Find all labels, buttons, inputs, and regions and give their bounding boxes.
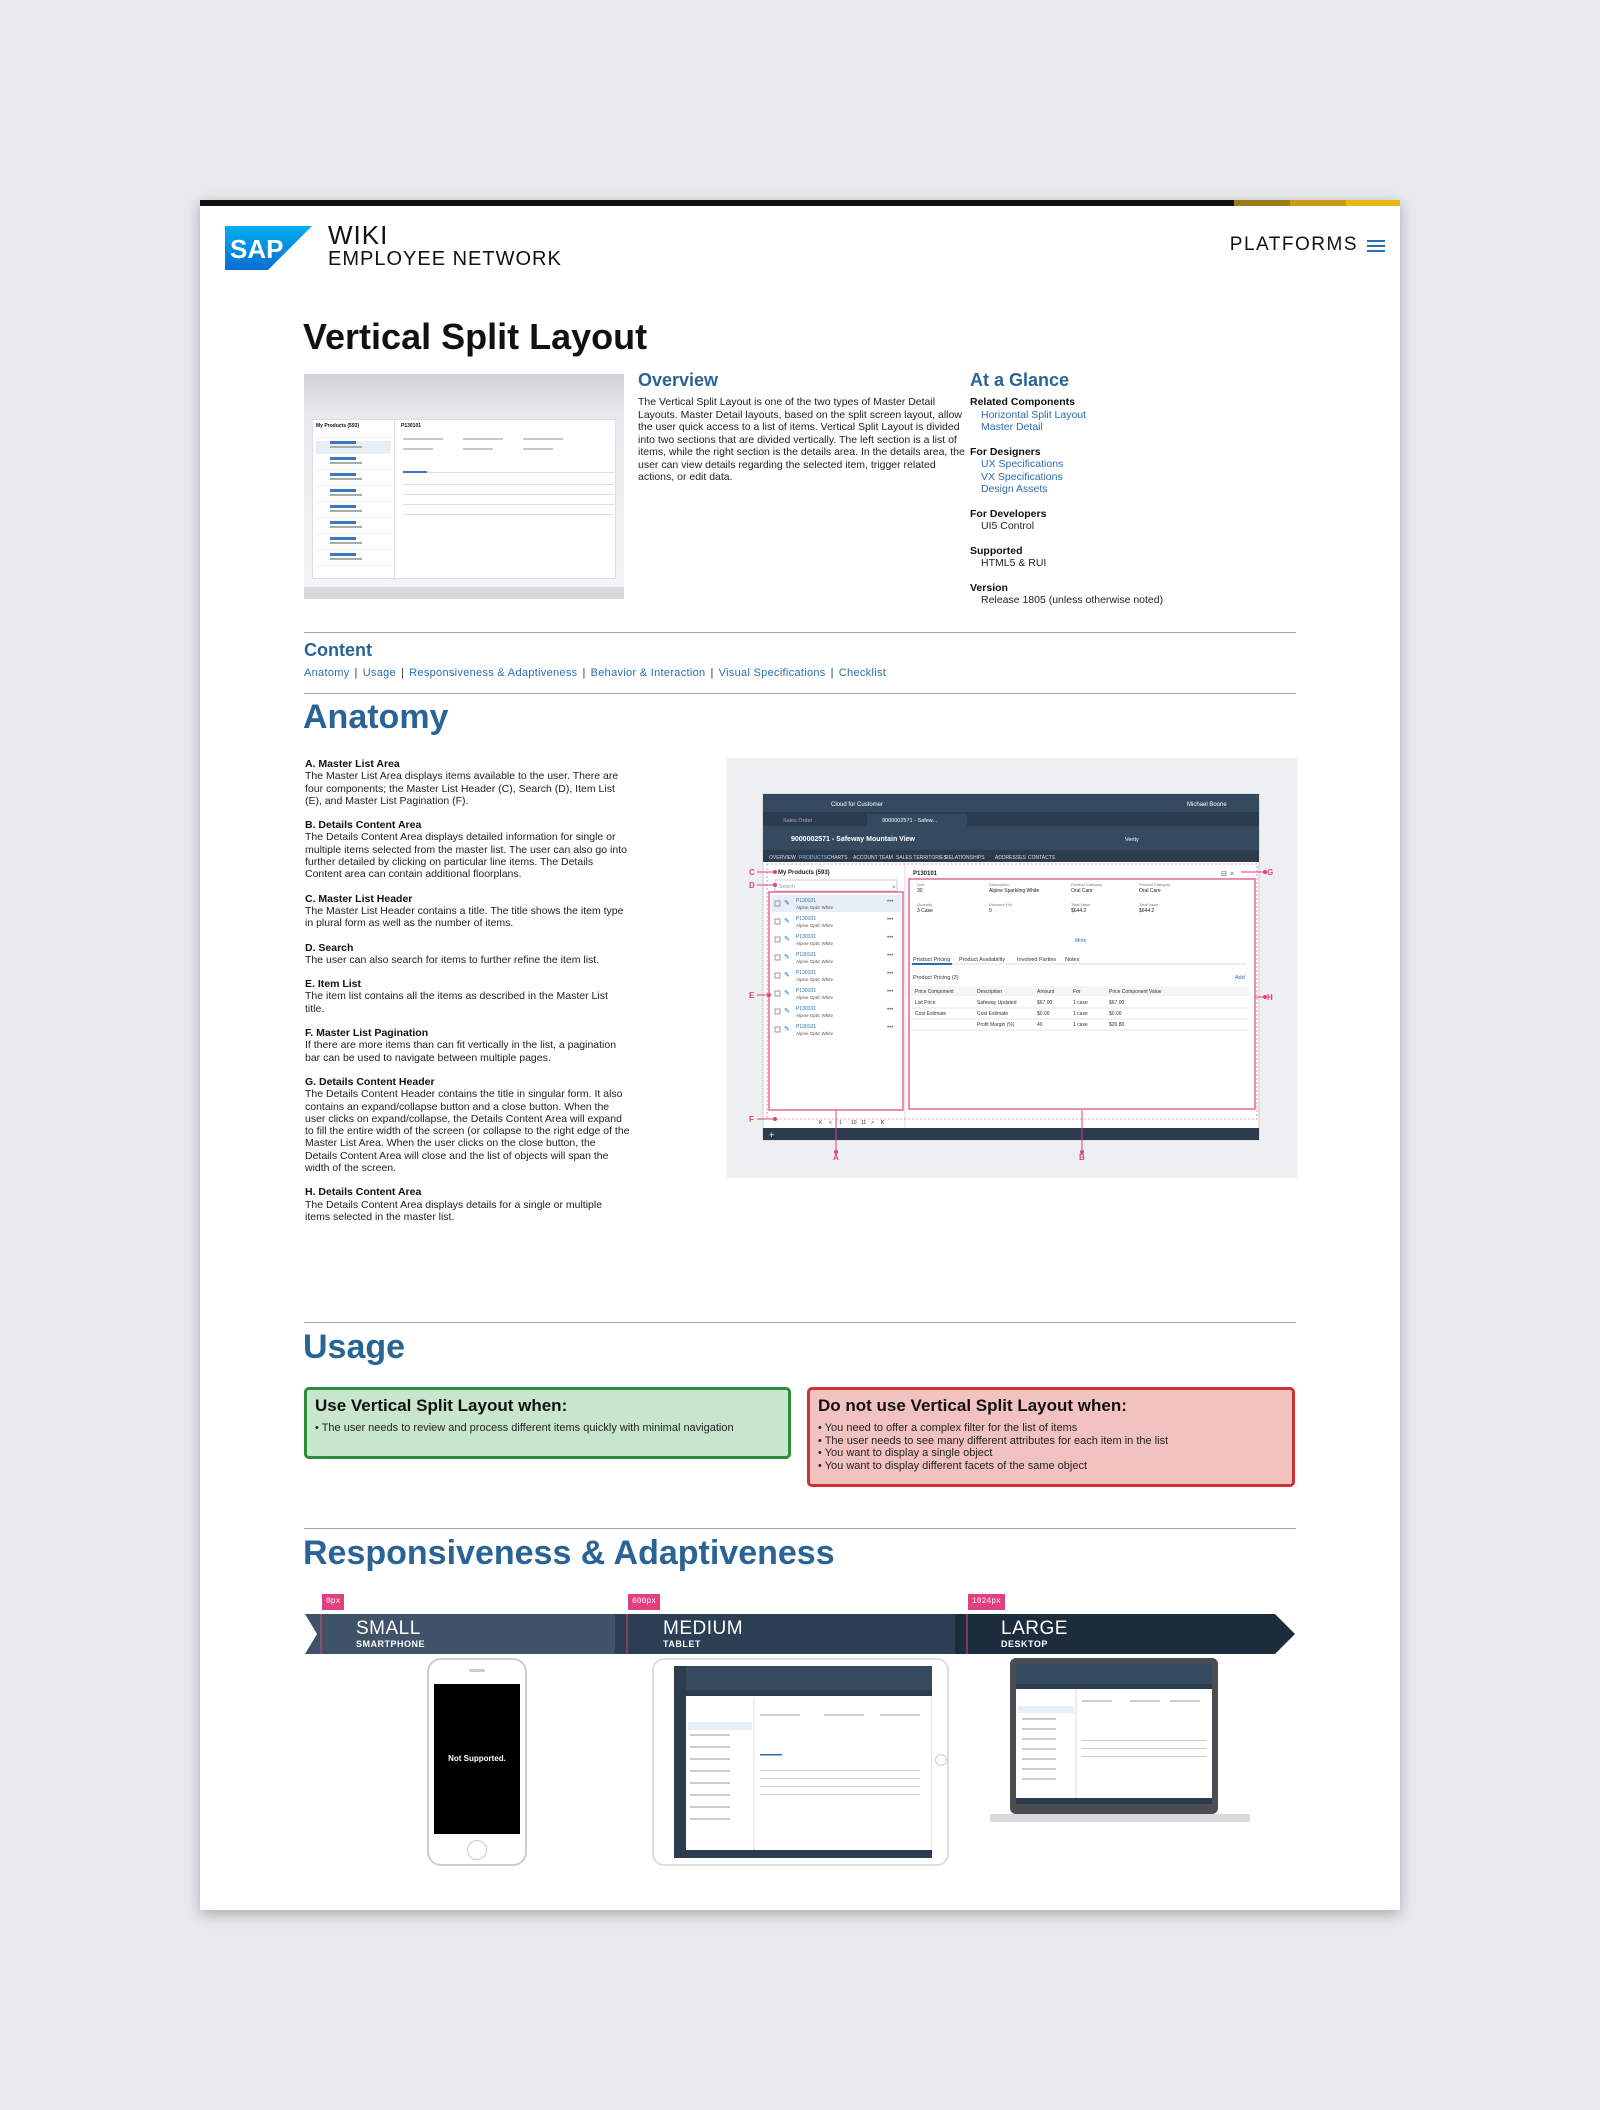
table-cell: Cost Estimate — [915, 1011, 947, 1017]
anatomy-item-text: The Details Content Area displays details for a single or multiple items selected in the master list. — [305, 1198, 603, 1223]
table-cell: 40 — [1037, 1022, 1043, 1028]
overflow-icon[interactable]: ••• — [887, 1007, 894, 1013]
divider — [304, 1322, 1296, 1323]
link-ux-specifications[interactable]: UX Specifications — [981, 458, 1064, 470]
table-header: Price Component Value — [1109, 989, 1162, 995]
related-components-label: Related Components — [970, 396, 1076, 408]
expand-collapse-icon[interactable]: ⊟ — [1221, 871, 1227, 878]
nav-tab[interactable]: ACCOUNT TEAM — [853, 855, 893, 861]
overview-text: The Vertical Split Layout is one of the two types of Master Detail Layouts. Master Detail layouts, based on the split screen layout, allow the user quick access to a list of items. Vertical Split Layout is divided into two sections that are divided vertically. The left section is a list of items, while the right section is the details area. In the details area, the user can view details regarding the selected item, trigger related actions, or edit data. — [638, 396, 965, 483]
usage-do-box — [304, 1387, 791, 1459]
logo-text: SAP — [230, 234, 284, 264]
anatomy-item-text: The Master List Header contains a title. The title shows the item type in plural form as well as the number of items. — [305, 904, 624, 930]
app-title: Cloud for Customer — [831, 802, 884, 808]
callout-label: B — [1079, 1153, 1085, 1162]
plus-icon[interactable]: + — [769, 1130, 775, 1140]
list-item[interactable] — [771, 985, 901, 1002]
callout-label: F — [749, 1115, 754, 1124]
product-icon: ✎ — [784, 954, 790, 961]
table-cell: List Price — [915, 1000, 936, 1006]
nav-tab[interactable]: CONTACTS — [1028, 855, 1056, 861]
table-cell: $67.00 — [1037, 1000, 1053, 1006]
breakpoint-small-name: SMALL — [356, 1618, 421, 1639]
table-header: Description — [977, 989, 1003, 995]
table-cell: Cost Estimate — [977, 1011, 1009, 1017]
overflow-icon[interactable]: ••• — [887, 899, 894, 905]
list-item-desc: Alpine Optic White — [796, 1013, 834, 1018]
usage-dont-item: • You need to offer a complex filter for the list of items — [818, 1422, 1078, 1434]
product-icon: ✎ — [784, 918, 790, 925]
search-icon[interactable]: ⌕ — [892, 884, 896, 891]
callout-label: D — [749, 881, 755, 890]
table-cell: 1 case — [1073, 1022, 1088, 1028]
list-item-desc: Alpine Optic White — [796, 995, 834, 1000]
callout-label: G — [1267, 868, 1274, 877]
pagination-control[interactable]: K — [819, 1120, 823, 1126]
page-title: Vertical Split Layout — [303, 316, 648, 357]
developers-value: UI5 Control — [981, 520, 1035, 532]
list-header: My Products (593) — [778, 870, 830, 876]
list-item-desc: Alpine Optic White — [796, 905, 834, 910]
search-field[interactable]: Search — [779, 884, 795, 890]
for-designers-label: For Designers — [970, 445, 1041, 458]
anatomy-item — [305, 1186, 630, 1223]
add-button[interactable]: Add — [1235, 975, 1245, 981]
list-item[interactable] — [771, 1021, 901, 1038]
anatomy-item-text: The Master List Area displays items available to the user. There are four components; the Master List Header (C), Search (D), Item List (E), and Master List Pagination (F). — [305, 770, 619, 807]
anatomy-figure — [727, 758, 1297, 1178]
table-cell: 1 case — [1073, 1000, 1088, 1006]
nav-tab[interactable]: CHARTS — [827, 855, 848, 861]
field-label: Total Value — [1071, 902, 1091, 907]
table-cell: Safeway Updated — [977, 1000, 1017, 1006]
anatomy-item — [305, 942, 630, 967]
list-item[interactable] — [771, 1003, 901, 1020]
field-label: Discount (%) — [989, 902, 1012, 907]
anatomy-item — [305, 1076, 630, 1174]
callout-label: C — [749, 868, 755, 877]
table-cell: $67.00 — [1109, 1000, 1125, 1006]
employee-network-label: EMPLOYEE NETWORK — [328, 248, 562, 270]
field-label: Quantity — [917, 902, 932, 907]
version-value: Release 1805 (unless otherwise noted) — [981, 594, 1164, 606]
pagination-control[interactable]: > — [871, 1120, 874, 1126]
pagination-control[interactable]: 11 — [861, 1120, 867, 1126]
table-header: For — [1073, 989, 1081, 995]
breakpoint-large-sub: DESKTOP — [1001, 1639, 1048, 1649]
smartphone-mockup — [427, 1658, 527, 1866]
anatomy-item — [305, 978, 630, 1015]
list-item-id: P130101 — [796, 1006, 817, 1012]
field-value: 30 — [917, 888, 923, 894]
anatomy-item-title: H. Details Content Area — [305, 1186, 422, 1199]
platforms-link[interactable]: PLATFORMS — [1229, 234, 1358, 255]
nav-tab[interactable]: RELATIONSHIPS — [945, 855, 985, 861]
list-item-desc: Alpine Optic White — [796, 959, 834, 964]
overflow-icon[interactable]: ••• — [887, 989, 894, 995]
verity-label: Verity — [1125, 837, 1139, 843]
usage-dont-item: • You want to display different facets of the same object — [818, 1459, 1088, 1472]
wiki-label: WIKI — [328, 220, 389, 250]
field-label: Product Category — [1139, 882, 1171, 887]
list-item[interactable] — [771, 967, 901, 984]
at-a-glance-list — [970, 396, 1230, 619]
field-label: Product Category — [1071, 882, 1103, 887]
anatomy-item-text: The Details Content Header contains the title in singular form. It also contains an expand/collapse button and a close button. When the user clicks on expand/collapse, the Details Content Area will expand to fill the entire width of the screen (or collapse to the right edge of the Master List Area. When the user clicks on the close button, the Details Content Area will close and the list of objects will span the width of the screen. — [305, 1088, 630, 1175]
table-cell: $26.80 — [1109, 1022, 1125, 1028]
list-item-id: P130101 — [796, 1024, 817, 1030]
list-item[interactable] — [771, 931, 901, 948]
breakpoint-medium-px: 600px — [628, 1594, 660, 1610]
table-header: Price Component — [915, 989, 954, 995]
usage-dont-title: Do not use Vertical Split Layout when: — [818, 1396, 1127, 1415]
nav-tab[interactable]: ADDRESSES — [995, 855, 1026, 861]
list-item-id: P130101 — [796, 970, 817, 976]
at-a-glance-heading: At a Glance — [970, 370, 1070, 390]
overflow-icon[interactable]: ••• — [887, 971, 894, 977]
list-item-desc: Alpine Optic White — [796, 1031, 834, 1036]
field-label: Total Value — [1139, 902, 1159, 907]
anatomy-item-title: B. Details Content Area — [305, 819, 422, 832]
breakpoint-small-px: 0px — [322, 1594, 344, 1610]
tablet-mockup — [652, 1658, 949, 1866]
detail-tab[interactable]: Product Availability — [959, 957, 1006, 963]
not-supported-text: Not Supported. — [434, 1684, 520, 1834]
divider — [304, 1528, 1296, 1529]
tablet-screen — [674, 1666, 932, 1858]
divider — [304, 632, 1296, 633]
pagination-control[interactable]: 1 — [839, 1120, 842, 1126]
content-link-responsiveness[interactable]: Responsiveness & Adaptiveness — [409, 667, 578, 679]
responsiveness-heading: Responsiveness & Adaptiveness — [303, 1534, 835, 1572]
content-link-checklist[interactable]: Checklist — [838, 667, 887, 679]
anatomy-item-title: F. Master List Pagination — [305, 1027, 429, 1040]
product-icon: ✎ — [784, 1026, 790, 1033]
anatomy-heading: Anatomy — [303, 698, 449, 736]
field-label: Line — [917, 882, 925, 887]
usage-dont-item: • You want to display a single object — [818, 1447, 993, 1459]
pagination-control[interactable]: < — [829, 1120, 832, 1126]
detail-tab[interactable]: Involved Parties — [1017, 957, 1057, 963]
product-icon: ✎ — [784, 900, 790, 907]
field-value: 3 Case — [917, 908, 933, 914]
breakpoint-large-name: LARGE — [1001, 1618, 1068, 1639]
laptop-mockup — [990, 1658, 1250, 1838]
content-link-usage[interactable]: Usage — [362, 667, 396, 679]
table-cell: $0.00 — [1109, 1011, 1122, 1017]
nav-tab[interactable]: PRODUCTS — [799, 855, 828, 861]
detail-header: P130101 — [913, 871, 938, 877]
layout-preview-image — [304, 374, 624, 599]
callout-label: A — [833, 1153, 839, 1162]
list-item-desc: Alpine Optic White — [796, 923, 834, 928]
usage-heading: Usage — [303, 1328, 406, 1366]
field-value: Alpine Sparkling White — [989, 888, 1040, 894]
wiki-page — [200, 200, 1400, 1910]
supported-label: Supported — [970, 544, 1023, 557]
link-horizontal-split-layout[interactable]: Horizontal Split Layout — [981, 408, 1087, 421]
preview-detail-title: P130101 — [401, 423, 422, 429]
field-value: Oral Care — [1071, 888, 1093, 894]
top-accent-bar — [200, 200, 1400, 206]
link-design-assets[interactable]: Design Assets — [981, 483, 1048, 495]
overview-heading: Overview — [638, 370, 719, 390]
pagination-control[interactable]: 10 — [851, 1120, 857, 1126]
content-link-visual-specs[interactable]: Visual Specifications — [718, 667, 826, 679]
field-value: $644.2 — [1139, 908, 1155, 914]
overflow-icon[interactable]: ••• — [887, 953, 894, 959]
list-item-id: P130101 — [796, 952, 817, 958]
table-title: Product Pricing (3) — [913, 975, 959, 981]
anatomy-item — [305, 893, 630, 930]
field-value: 0 — [989, 908, 992, 914]
breakpoint-large-px: 1024px — [968, 1594, 1005, 1610]
field-value: Oral Care — [1139, 888, 1161, 894]
list-item-id: P130101 — [796, 916, 817, 922]
more-link[interactable]: More — [1075, 938, 1087, 944]
detail-tab[interactable]: Product Pricing — [913, 957, 951, 963]
content-nav: Anatomy | Usage | Responsiveness & Adaptiveness | Behavior & Interaction | Visual Specifications | Checklist — [304, 667, 887, 679]
list-item[interactable] — [771, 949, 901, 966]
breakpoint-arrow — [305, 1614, 1295, 1654]
usage-do-title: Use Vertical Split Layout when: — [315, 1396, 568, 1415]
table-header: Amount — [1037, 989, 1055, 995]
list-item-id: P130101 — [796, 934, 817, 940]
tab-sales-order[interactable]: Sales Order — [783, 818, 813, 824]
for-developers-label: For Developers — [970, 507, 1047, 520]
anatomy-item — [305, 819, 630, 880]
anatomy-item-title: G. Details Content Header — [305, 1075, 435, 1088]
anatomy-item-title: A. Master List Area — [305, 758, 400, 770]
content-link-behavior[interactable]: Behavior & Interaction — [590, 667, 706, 679]
table-cell: $0.00 — [1037, 1011, 1050, 1017]
callout-label: E — [749, 991, 755, 1000]
usage-do-item: • The user needs to review and process different items quickly with minimal navigation — [315, 1422, 734, 1434]
usage-dont-box — [807, 1387, 1295, 1487]
breakpoint-medium-name: MEDIUM — [663, 1618, 744, 1639]
callout-label: H — [1267, 993, 1273, 1002]
link-master-detail[interactable]: Master Detail — [981, 421, 1043, 433]
anatomy-item-text: If there are more items than can fit vertically in the list, a pagination bar can be used to navigate between multiple pages. — [305, 1039, 617, 1064]
breakpoint-medium-sub: TABLET — [663, 1639, 701, 1649]
version-label: Version — [970, 581, 1008, 594]
anatomy-item-text: The Details Content Area displays detailed information for single or multiple items selected from the master list. The user can also go into further detailed by clicking on particular line items. The Details Content area can contain additional floorplans. — [305, 831, 627, 881]
anatomy-item — [305, 758, 630, 807]
anatomy-item-title: C. Master List Header — [305, 892, 413, 905]
product-icon: ✎ — [784, 990, 790, 997]
object-title: 9000002571 - Safeway Mountain View — [791, 836, 915, 843]
tab-object[interactable]: 9000002571 - Safew... — [882, 818, 938, 824]
anatomy-list — [305, 758, 630, 1235]
link-vx-specifications[interactable]: VX Specifications — [981, 470, 1063, 483]
anatomy-item-text: The user can also search for items to further refine the item list. — [305, 953, 600, 966]
anatomy-diagram — [727, 758, 1297, 1178]
divider — [304, 693, 1296, 694]
breakpoint-small-sub: SMARTPHONE — [356, 1639, 426, 1649]
table-cell: Profit Margin (%) — [977, 1022, 1015, 1028]
supported-value: HTML5 & RUI — [981, 557, 1047, 569]
nav-tab[interactable]: OVERVIEW — [769, 855, 796, 861]
field-value: $644.2 — [1071, 908, 1087, 914]
pagination-control[interactable]: K — [881, 1120, 885, 1126]
preview-list-title: My Products (593) — [316, 423, 360, 429]
list-item-desc: Alpine Optic White — [796, 941, 834, 946]
user-name: Michael Boone — [1187, 802, 1227, 808]
content-link-anatomy[interactable]: Anatomy — [304, 667, 350, 679]
overflow-icon[interactable]: ••• — [887, 917, 894, 923]
list-item[interactable] — [771, 913, 901, 930]
list-item-id: P130101 — [796, 988, 817, 994]
product-icon: ✎ — [784, 1008, 790, 1015]
overflow-icon[interactable]: ••• — [887, 1025, 894, 1031]
detail-tab[interactable]: Notes — [1065, 957, 1080, 963]
product-icon: ✎ — [784, 936, 790, 943]
close-icon[interactable]: × — [1230, 871, 1235, 878]
anatomy-item — [305, 1027, 630, 1064]
list-item-desc: Alpine Optic White — [796, 977, 834, 982]
sap-logo[interactable] — [225, 226, 312, 270]
overflow-icon[interactable]: ••• — [887, 935, 894, 941]
hamburger-icon[interactable] — [1367, 240, 1385, 253]
anatomy-item-title: E. Item List — [305, 978, 362, 991]
content-heading: Content — [304, 640, 372, 660]
nav-tab[interactable]: SALES TERRITORIES — [896, 855, 947, 861]
product-icon: ✎ — [784, 972, 790, 979]
list-item-id: P130101 — [796, 898, 817, 904]
table-cell: 1 case — [1073, 1011, 1088, 1017]
laptop-screen — [990, 1658, 1250, 1838]
list-item[interactable] — [771, 895, 901, 912]
usage-dont-item: • The user needs to see many different attributes for each item in the list — [818, 1434, 1169, 1447]
field-label: Description — [989, 882, 1010, 887]
anatomy-item-title: D. Search — [305, 941, 354, 954]
anatomy-item-text: The item list contains all the items as described in the Master List title. — [305, 990, 608, 1015]
